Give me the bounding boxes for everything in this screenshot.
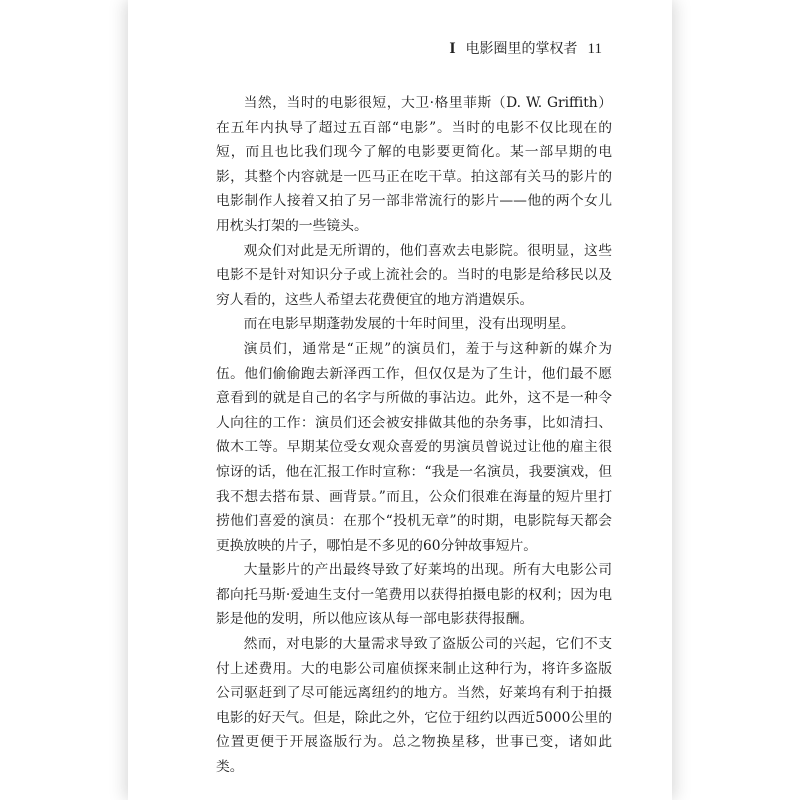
paragraph: 观众们对此是无所谓的，他们喜欢去电影院。很明显，这些电影不是针对知识分子或上流社会的。当时的电影是给移民以及穷人看的，这些人希望去花费便宜的地方消遣娱乐。 <box>216 242 612 308</box>
paragraph: 演员们，通常是“正规”的演员们，羞于与这种新的媒介为伍。他们偷偷跑去新泽西工作，但仅仅是为了生计，他们最不愿意看到的就是自己的名字与所做的事沾边。此外，这不是一种令人向往的工作：演员们还会被安排做其他的杂务事，比如清扫、做木工等。早期某位受女观众喜爱的男演员曾说过让他的雇主很惊讶的话，他在汇报工作时宣称：“我是一名演员，我要演戏，但我不想去搭布景、画背景。”而且，公众们很难在海量的短片里打捞他们喜爱的演员：在那个“投机无章”的时期，电影院每天都会更换放映的片子，哪怕是不多见的60分钟故事短片。 <box>216 340 612 554</box>
paragraph: 而在电影早期蓬勃发展的十年时间里，没有出现明星。 <box>243 316 575 333</box>
paragraph: 然而，对电影的大量需求导致了盗版公司的兴起，它们不支付上述费用。大的电影公司雇侦探来制止这种行为，将许多盗版公司驱赶到了尽可能远离纽约的地方。当然，好莱坞有利于拍摄电影的好天气。但是，除此之外，它位于纽约以西近5000公里的位置更便于开展盗版行为。总之物换星移，世事已变，诸如此类。 <box>216 636 612 776</box>
book-page <box>128 0 672 800</box>
chapter-mark: I <box>449 40 456 57</box>
paragraph: 当然，当时的电影很短，大卫·格里菲斯（D. W. Griffith）在五年内执导了超过五百部“电影”。当时的电影不仅比现在的短，而且也比我们现今了解的电影要更简化。某一部早期的电影，其整个内容就是一匹马正在吃干草。拍这部有关马的影片的电影制作人接着又拍了另一部非常流行的影片——他的两个女儿用枕头打架的一些镜头。 <box>216 95 612 234</box>
chapter-title: 电影圈里的掌权者 <box>465 41 578 57</box>
running-header <box>449 38 602 58</box>
paragraph: 大量影片的产出最终导致了好莱坞的出现。所有大电影公司都向托马斯·爱迪生支付一笔费用以获得拍摄电影的权利；因为电影是他的发明，所以他应该从每一部电影获得报酬。 <box>216 562 612 628</box>
body-text <box>216 91 612 780</box>
page-number: 11 <box>587 41 602 57</box>
